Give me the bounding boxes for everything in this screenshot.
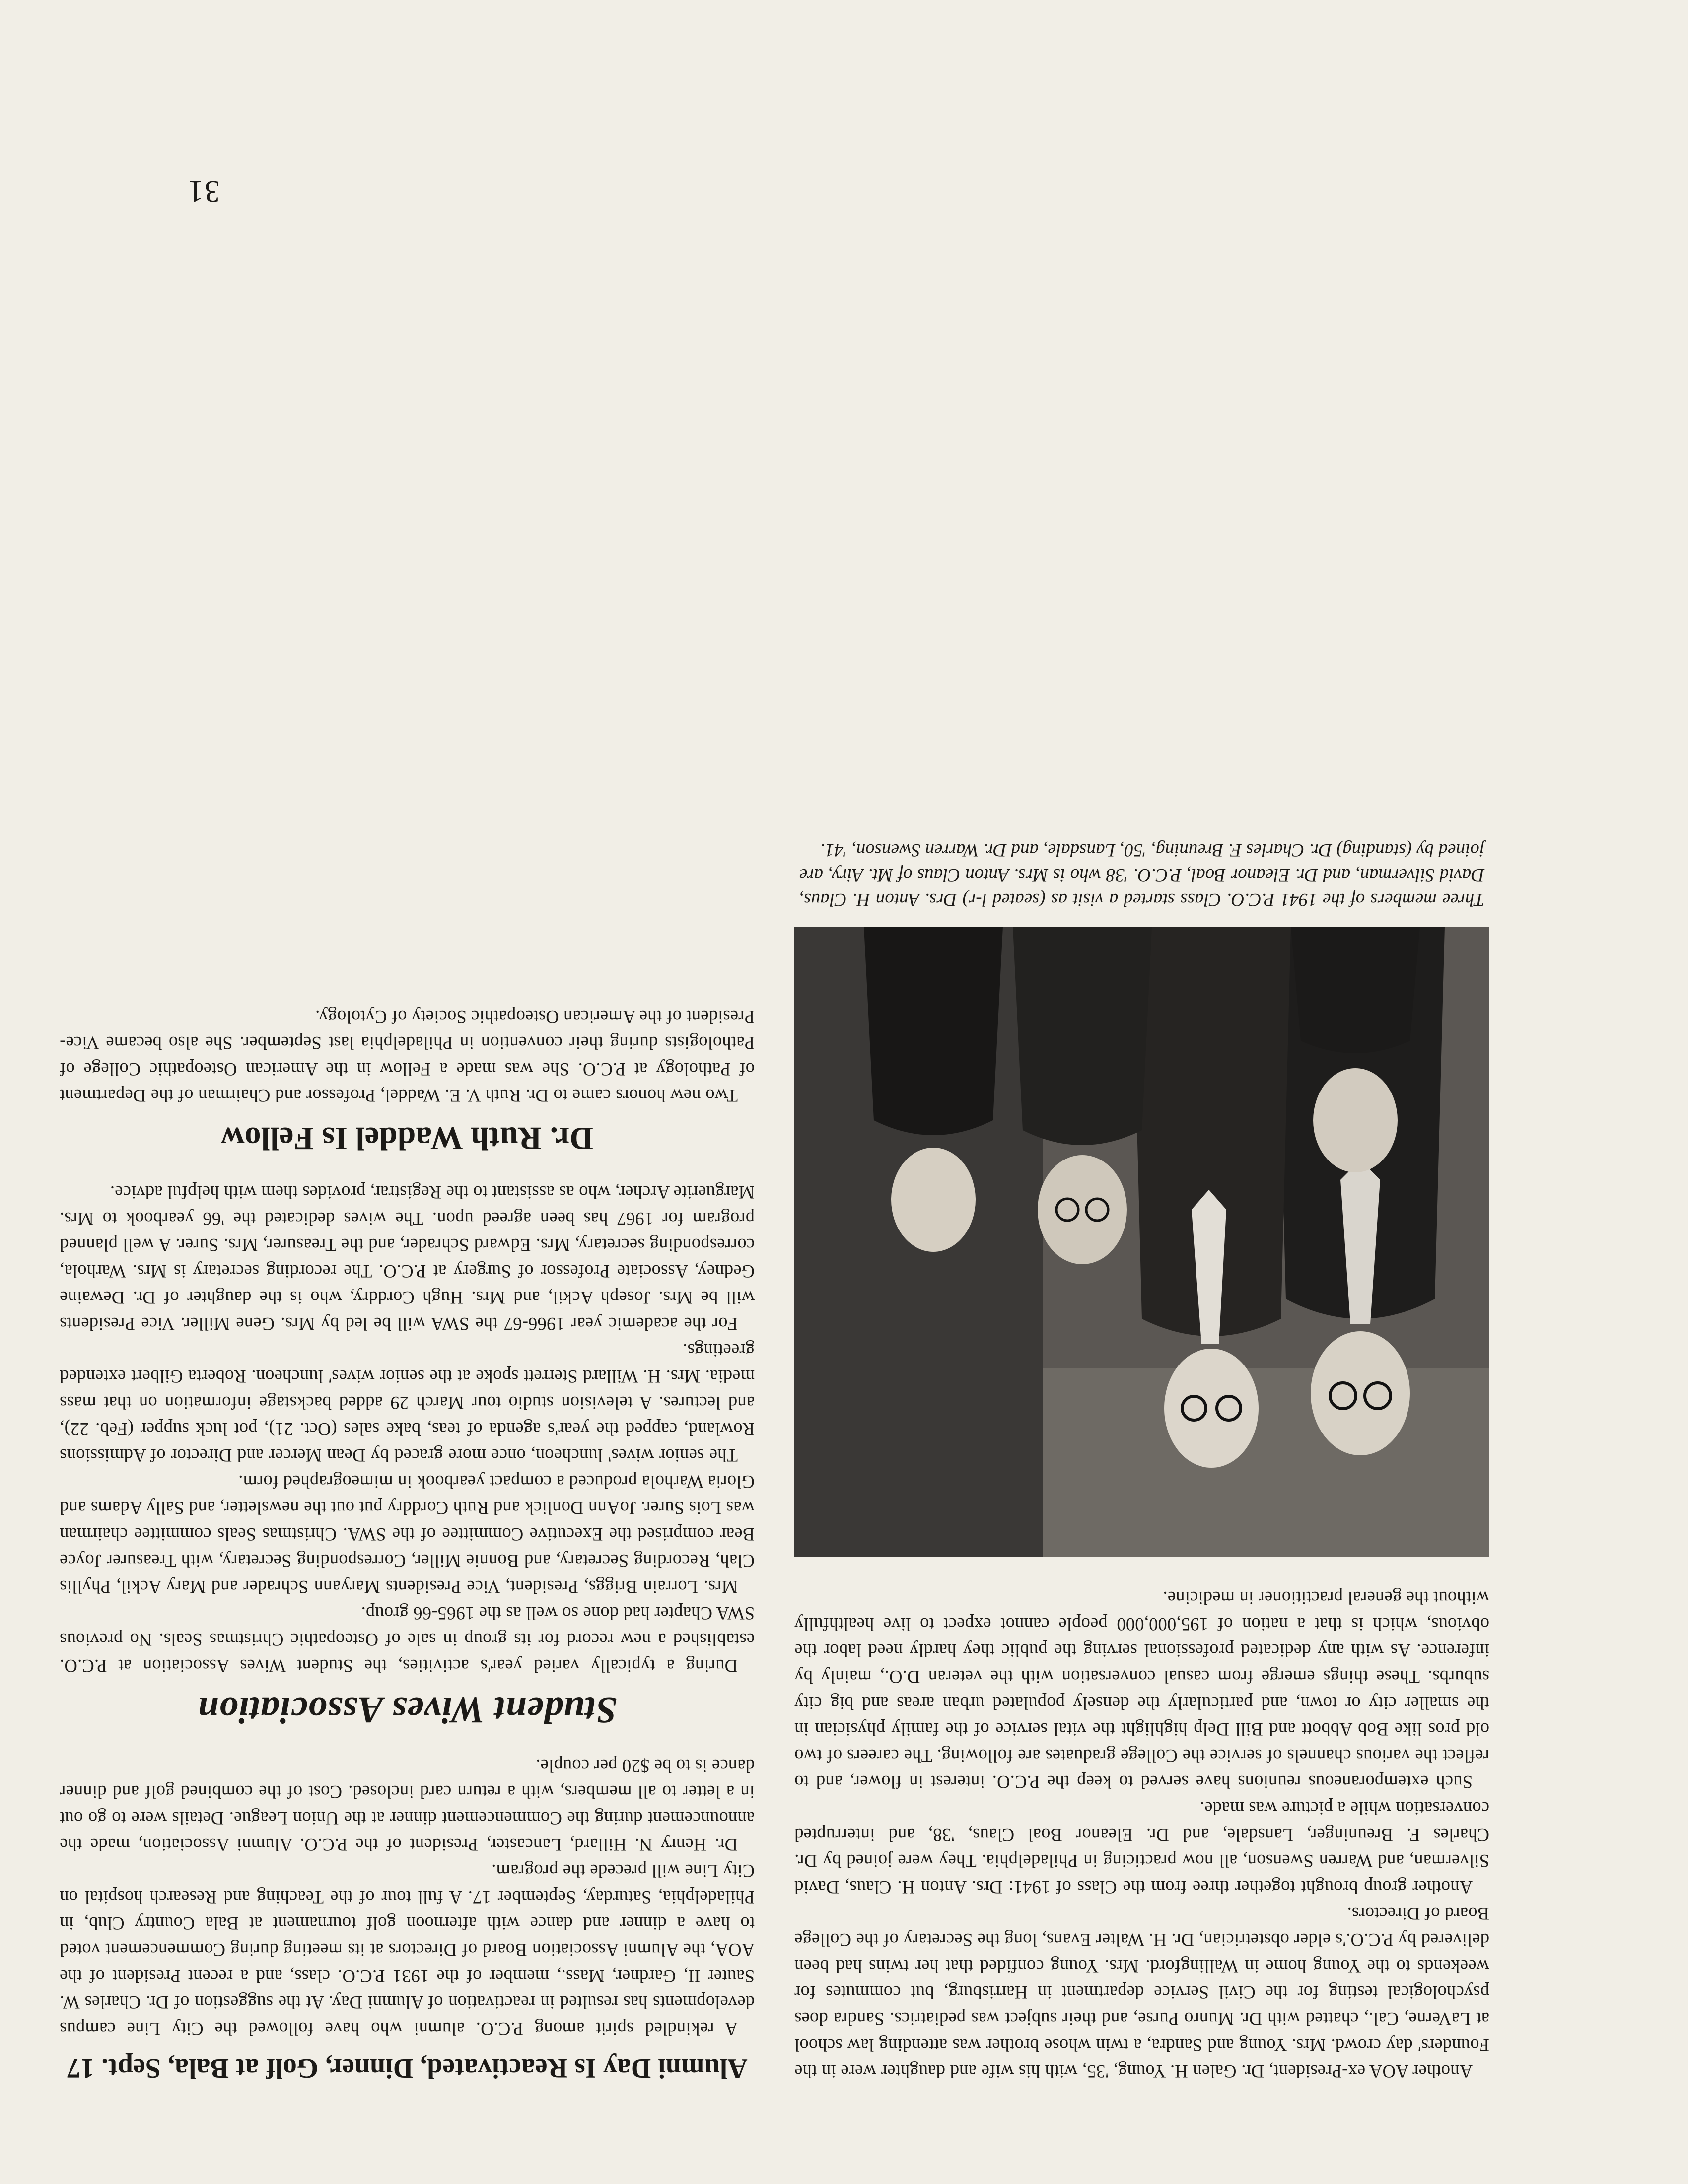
student-wives-paragraph-3: The senior wives' luncheon, once more graced by Dean Mercer and Director of Admissions Rowland, capped the year's agenda of teas, bake sales (Oct. 21), pot luck supper (Feb. 22), and lectures. A television studio tour March 29 added backstage information on that mass media. Mrs. H. Willard Sterrett spoke at the senior wives' luncheon. Roberta Gilbert extended greetings. [60,1340,755,1466]
student-wives-paragraph-4: For the academic year 1966-67 the SWA will be led by Mrs. Gene Miller. Vice Presidents will be Mrs. Joseph Ackil, and Mrs. Hugh Corddry, who is the daughter of Dr. Dewaine Gedney, Associate Professor of Surgery at P.C.O. The recording secretary is Mrs. Warhola, corresponding secretary, Mrs. Edward Schrader, and the Treasurer, Mrs. Surer. A well planned program for 1967 has been agreed upon. The wives dedicated the '66 yearbook to Mrs. Marguerite Archer, who as assistant to the Registrar, provides them with helpful advice. [60,1182,755,1334]
photo-caption: Three members of the 1941 P.C.O. Class started a visit as (seated l-r) Drs. Anton H. Claus, David Silverman, and Dr. Eleanor Boal, P.C.O. '38 who is Mrs. Anton Claus of Mt. Airy, are joined by (standing) Dr. Charles F. Breuning, '50, Lansdale, and Dr. Warren Swenson, '41. [799,840,1484,910]
class-1941-paragraph: Another group brought together three from the Class of 1941: Drs. Anton H. Claus, David Silverman, and Warren Swenson, all now practicing in Philadelphia. They were joined by Dr. Charles F. Breuninger, Lansdale, and Dr. Eleanor Boal Claus, '38, and interrupted conversation while a picture was made. [794,1798,1489,1898]
reunions-paragraph: Such extemporaneous reunions have served to keep the P.C.O. interest in flower, and to reflect the various channels of service the College graduates are following. The careers of two old pros like Bob Abbott and Bill Delp highlight the vital service of the family physician in the smaller city or town, and particularly the densely populated urban areas and big city suburbs. These things emerge from casual conversation with the veteran D.O., mainly by inference. As with any dedicated professional serving the public they hardly need labor the obvious, which is that a nation of 195,000,000 people cannot expect to live healthfully without the general practitioner in medicine. [794,1588,1489,1792]
page-number: 31 [187,174,220,208]
group-photo-image [794,927,1489,1557]
waddel-paragraph: Two new honors came to Dr. Ruth V. E. Waddel, Professor and Chairman of the Department of Pathology at P.C.O. She was made a Fellow in the American Osteopathic College of Pathologists during their convention in Philadelphia last September. She also became Vice-President of the American Osteopathic Society of Cytology. [60,1007,755,1106]
student-wives-headline: Student Wives Association [197,1689,617,1731]
waddel-headline: Dr. Ruth Waddel Is Fellow [221,1120,593,1157]
group-photo [794,927,1489,1557]
young-paragraph: Another AOA ex-President, Dr. Galen H. Young, '35, with his wife and daughter were in the Founders' day crowd. Mrs. Young and Sandra, a twin whose brother was attending law school at LaVerne, Cal., chatted with Dr. Munro Purse, and their subject was pediatrics. Sandra does psychological testing for the Civil Service department in Harrisburg, but commutes for weekends to the Young home in Wallingford. Mrs. Young confided that her twins had been delivered by P.C.O.'s elder obstetrician, Dr. H. Walter Evans, long the Secretary of the College Board of Directors. [794,1904,1489,2082]
alumni-day-headline: Alumni Day Is Reactivated, Dinner, Golf at Bala, Sept. 17 [67,2053,748,2084]
student-wives-paragraph-2: Mrs. Lorrain Briggs, President, Vice Presidents Maryann Schrader and Mary Ackil, Phyllis Clah, Recording Secretary, and Bonnie Miller, Corresponding Secretary, with Treasurer Joyce Bear comprised the Executive Committee of the SWA. Christmas Seals committee chairman was Lois Surer. JoAnn Donlick and Ruth Corddry put out the newsletter, and Sally Adams and Gloria Warhola produced a compact yearbook in mimeographed form. [60,1472,755,1597]
alumni-day-paragraph-1: A rekindled spirit among P.C.O. alumni who have followed the City Line campus developments has resulted in reactivation of Alumni Day. At the suggestion of Dr. Charles W. Sauter II, Gardner, Mass., member of the 1931 P.C.O. class, and a recent President of the AOA, the Alumni Association Board of Directors at its meeting during Commencement voted to have a dinner and dance with afternoon golf tournament at Bala Country Club, in Philadelphia, Saturday, September 17. A full tour of the Teaching and Research hospital on City Line will precede the program. [60,1861,755,2039]
right-column [60,1004,755,2085]
student-wives-paragraph-1: During a typically varied year's activities, the Student Wives Association at P.C.O. established a new record for its group in sale of Osteopathic Christmas Seals. No previous SWA Chapter had done so well as the 1965-66 group. [60,1603,755,1676]
alumni-day-paragraph-2: Dr. Henry N. Hillard, Lancaster, President of the P.C.O. Alumni Association, made the announcement during the Commencement dinner at the Union League. Details were to go out in a letter to all members, with a return card inclosed. Cost of the combined golf and dinner dance is to be $20 per couple. [60,1756,755,1855]
left-column [794,837,1489,2085]
